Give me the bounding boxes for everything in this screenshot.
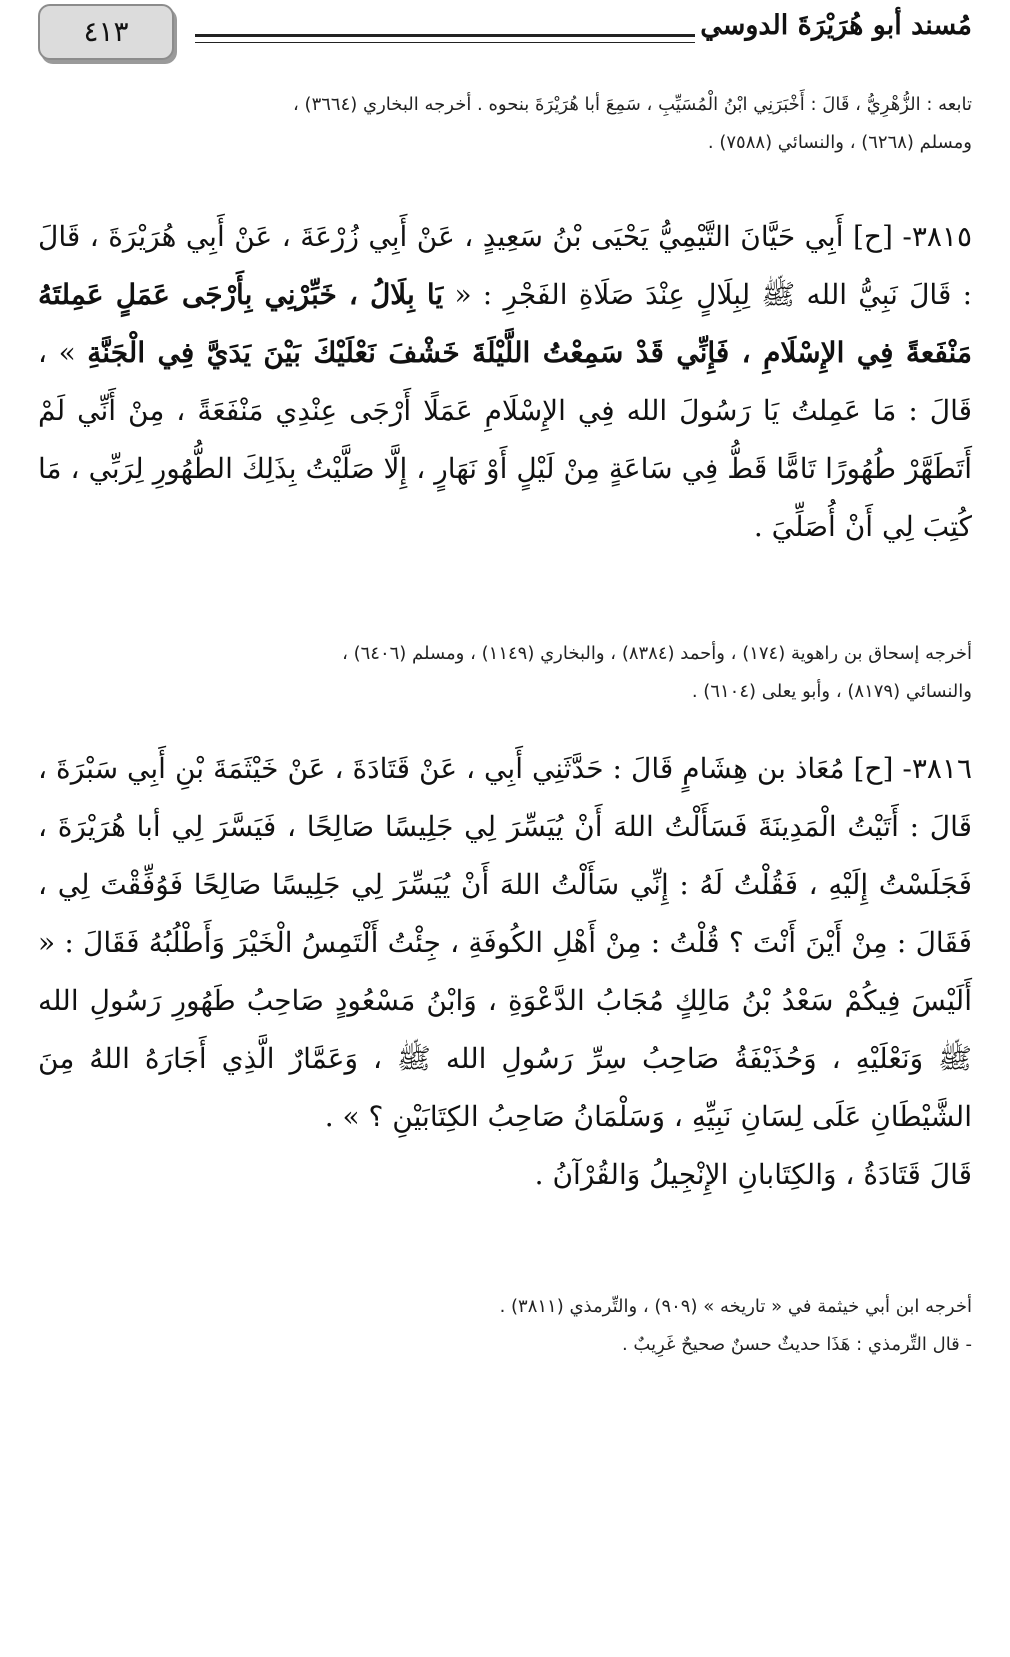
header-rule-thin: [195, 42, 695, 43]
hadith-3816: [38, 740, 972, 1204]
hadith-quote-bold: يَا بِلَالُ ، خَبِّرْنِي بِأَرْجَى عَمَلٍ عَمِلتَهُ مَنْفَعةً فِي الإِسْلَامِ ، فَإِنِّي قَدْ سَمِعْتُ اللَّيْلَةَ خَشْفَ نَعْلَيْكَ بَيْنَ يَدَيَّ فِي الْجَنَّةِ: [38, 278, 972, 369]
footnote-line: أخرجه إسحاق بن راهوية (١٧٤) ، وأحمد (٨٣٨٤) ، والبخاري (١١٤٩) ، ومسلم (٦٤٠٦) ،: [342, 643, 972, 664]
footnote-3815: [38, 635, 972, 711]
footnote-line: والنسائي (٨١٧٩) ، وأبو يعلى (٦١٠٤) .: [691, 681, 972, 702]
page-number-badge: ٤١٣: [38, 4, 174, 60]
page-header: [0, 0, 1010, 70]
hadith-body: [38, 740, 972, 1146]
footnote-3816: [38, 1288, 972, 1364]
hadith-text: [ح] مُعَاذ بن هِشَامٍ قَالَ : حَدَّثَنِي أَبِي ، عَنْ قَتَادَةَ ، عَنْ خَيْثَمَةَ بْنِ أَبِي سَبْرَةَ ، قَالَ : أَتَيْتُ الْمَدِينَةَ فَسَأَلْتُ اللهَ أَنْ يُيَسِّرَ لِي جَلِيسًا صَالِحًا ، فَيَسَّرَ لِي أبا هُرَيْرَةَ ، فَجَلَسْتُ إِلَيْهِ ، فَقُلْتُ لَهُ : إِنِّي سَأَلْتُ اللهَ أَنْ يُيَسِّرَ لِي جَلِيسًا صَالِحًا فَوُفِّقْتَ لِي ، فَقَالَ : مِنْ أَيْنَ أَنْتَ ؟ قُلْتُ : مِنْ أَهْلِ الكُوفَةِ ، جِئْتُ أَلْتَمِسُ الْخَيْرَ وَأَطْلُبُهُ فَقَالَ : « أَلَيْسَ فِيكُمْ سَعْدُ بْنُ مَالِكٍ مُجَابُ الدَّعْوَةِ ، وَابْنُ مَسْعُودٍ صَاحِبُ طَهُورِ رَسُولِ الله ﷺ وَنَعْلَيْهِ ، وَحُذَيْفَةُ صَاحِبُ سِرِّ رَسُولِ الله ﷺ ، وَعَمَّارٌ الَّذِي أَجَارَهُ اللهُ مِنَ الشَّيْطَانِ عَلَى لِسَانِ نَبِيِّهِ ، وَسَلْمَانُ صَاحِبُ الكِتَابَيْنِ ؟ » .: [38, 752, 972, 1133]
hadith-continuation: » ، قَالَ : مَا عَمِلتُ يَا رَسُولَ الله فِي الإِسْلَامِ عَمَلًا أَرْجَى عِنْدِي مَنْفَعَةً ، مِنْ أَنِّي لَمْ أَتَطَهَّرْ طُهُورًا تَامًّا قَطُّ فِي سَاعَةٍ مِنْ لَيْلٍ أَوْ نَهَارٍ ، إِلَّا صَلَّيْتُ بِذَلِكَ الطُّهُورِ لِرَبِّي ، مَا كُتِبَ لِي أَنْ أُصَلِّيَ .: [38, 336, 973, 543]
footnote-line: - قال التِّرمذي : هَذَا حديثٌ حسنٌ صحيحٌ غَرِيبٌ .: [621, 1334, 972, 1355]
footnote-line: ومسلم (٦٢٦٨) ، والنسائي (٧٥٨٨) .: [707, 132, 972, 153]
hadith-number: ٣٨١٥-: [902, 220, 972, 253]
footnote-line: أخرجه ابن أبي خيثمة في « تاريخه » (٩٠٩) ، والتِّرمذي (٣٨١١) .: [499, 1296, 972, 1317]
footnote-line: تابعه : الزُّهْرِيُّ ، قَالَ : أَخْبَرَنِي ابْنُ الْمُسَيِّبِ ، سَمِعَ أبا هُرَيْرَةَ بنحوه . أخرجه البخاري (٣٦٦٤) ،: [293, 94, 972, 115]
qatada-line: قَالَ قَتَادَةُ ، وَالكِتَابانِ الإِنْجِيلُ وَالقُرْآنُ .: [534, 1158, 972, 1191]
footnote-top: [38, 86, 972, 162]
hadith-3815: [38, 208, 972, 556]
hadith-isnad: [ح] أَبِي حَيَّانَ التَّيْمِيُّ يَحْيَى بْنُ سَعِيدٍ ، عَنْ أَبِي زُرْعَةَ ، عَنْ أَبِي هُرَيْرَةَ ، قَالَ : قَالَ نَبِيُّ الله ﷺ لِبِلَالٍ عِنْدَ صَلَاةِ الفَجْرِ : «: [38, 220, 973, 311]
running-title: مُسند أبو هُرَيْرَةَ الدوسي: [700, 10, 972, 41]
hadith-number: ٣٨١٦-: [902, 752, 972, 785]
header-rule: [195, 34, 695, 37]
